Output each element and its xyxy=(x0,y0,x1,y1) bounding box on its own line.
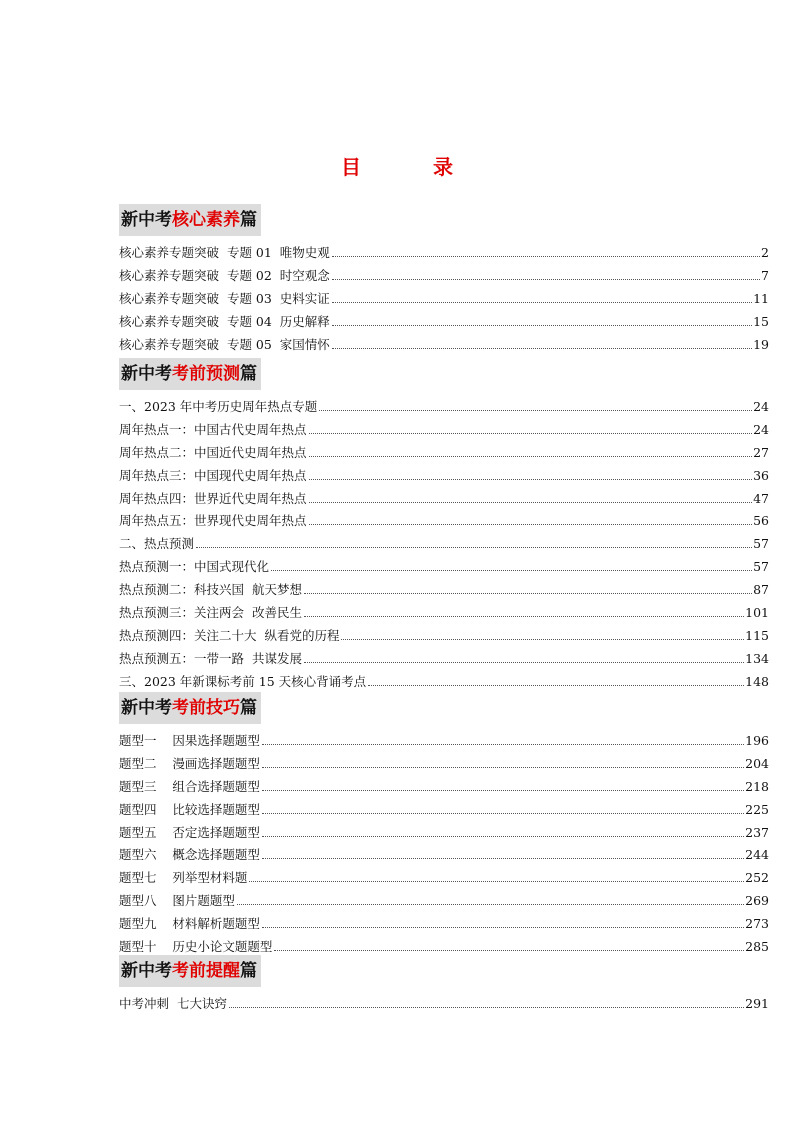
toc-entry[interactable] xyxy=(119,289,769,312)
toc-entry[interactable] xyxy=(119,891,769,914)
toc-entry-label: 题型七 列举型材料题 xyxy=(119,870,248,886)
toc-entry-page: 36 xyxy=(753,467,769,483)
toc-entry-label: 热点预测一：中国式现代化 xyxy=(119,559,270,575)
toc-section-techniques xyxy=(119,692,769,960)
toc-entry[interactable] xyxy=(119,420,769,443)
dot-leader xyxy=(332,301,752,303)
toc-entry[interactable] xyxy=(119,731,769,754)
dot-leader xyxy=(368,684,744,686)
dot-leader xyxy=(262,857,744,859)
toc-entry-label: 周年热点一：中国古代史周年热点 xyxy=(119,421,307,437)
toc-entry-label: 周年热点二：中国近代史周年热点 xyxy=(119,444,307,460)
toc-entry-label: 周年热点四：世界近代史周年热点 xyxy=(119,490,307,506)
toc-entry-page: 196 xyxy=(745,733,769,748)
section-header-suffix: 篇 xyxy=(240,698,257,718)
toc-entry-label: 题型八 图片题题型 xyxy=(119,893,235,909)
dot-leader xyxy=(332,278,760,280)
toc-entry-page: 87 xyxy=(753,582,769,598)
toc-entry[interactable] xyxy=(119,626,769,649)
toc-entry[interactable] xyxy=(119,845,769,868)
dot-leader xyxy=(237,903,744,905)
toc-entry-page: 24 xyxy=(753,421,769,437)
toc-entry-page: 11 xyxy=(753,290,769,306)
toc-entry-page: 56 xyxy=(753,513,769,529)
toc-entry-page: 7 xyxy=(761,267,769,283)
dot-leader xyxy=(309,455,753,457)
section-header-highlight: 考前提醒 xyxy=(172,961,240,981)
dot-leader xyxy=(304,661,744,663)
section-header xyxy=(119,358,261,390)
toc-entry-page: 47 xyxy=(753,490,769,506)
toc-entry-page: 237 xyxy=(745,824,769,840)
toc-entry-page: 57 xyxy=(753,536,769,552)
section-header-suffix: 篇 xyxy=(240,961,257,981)
toc-entry-label: 热点预测二：科技兴国 航天梦想 xyxy=(119,582,302,598)
toc-entry[interactable] xyxy=(119,312,769,335)
dot-leader xyxy=(319,409,752,411)
dot-leader xyxy=(262,743,744,745)
toc-entry-page: 204 xyxy=(745,755,769,771)
dot-leader xyxy=(304,615,744,617)
dot-leader xyxy=(332,347,752,349)
toc-entry[interactable] xyxy=(119,603,769,626)
toc-entry-label: 题型三 组合选择题题型 xyxy=(119,778,260,794)
toc-entry-label: 核心素养专题突破 专题 01 唯物史观 xyxy=(119,245,330,260)
toc-section-core-literacy xyxy=(119,204,769,357)
toc-entry[interactable] xyxy=(119,489,769,512)
toc-entry-page: 218 xyxy=(745,778,769,794)
toc-entry-label: 题型四 比较选择题题型 xyxy=(119,801,260,817)
section-header xyxy=(119,955,261,987)
section-header-prefix: 新中考 xyxy=(121,698,172,718)
dot-leader xyxy=(262,766,744,768)
toc-entry[interactable] xyxy=(119,823,769,846)
toc-entry[interactable] xyxy=(119,534,769,557)
toc-entry-label: 热点预测五：一带一路 共谋发展 xyxy=(119,650,302,666)
toc-entry-label: 题型一 因果选择题题型 xyxy=(119,733,260,748)
toc-entry[interactable] xyxy=(119,243,769,266)
dot-leader xyxy=(309,432,753,434)
dot-leader xyxy=(262,789,744,791)
dot-leader xyxy=(309,501,753,503)
dot-leader xyxy=(271,569,752,571)
toc-entry-label: 核心素养专题突破 专题 05 家国情怀 xyxy=(119,336,330,352)
section-header xyxy=(119,204,261,236)
dot-leader xyxy=(309,478,753,480)
dot-leader xyxy=(309,523,753,525)
toc-entry[interactable] xyxy=(119,335,769,358)
section-header-highlight: 考前技巧 xyxy=(172,698,240,718)
section-header-suffix: 篇 xyxy=(240,364,257,384)
toc-entry-label: 核心素养专题突破 专题 04 历史解释 xyxy=(119,313,330,329)
toc-entry-label: 热点预测四：关注二十大 纵看党的历程 xyxy=(119,627,340,643)
toc-entry[interactable] xyxy=(119,777,769,800)
toc-entry-page: 285 xyxy=(745,939,769,955)
toc-entry[interactable] xyxy=(119,914,769,937)
dot-leader xyxy=(249,880,744,882)
toc-entry-page: 15 xyxy=(753,313,769,329)
dot-leader xyxy=(341,638,744,640)
section-header xyxy=(119,692,261,724)
section-header-prefix: 新中考 xyxy=(121,364,172,384)
toc-entry-label: 三、2023 年新课标考前 15 天核心背诵考点 xyxy=(119,673,367,689)
toc-entry[interactable] xyxy=(119,397,769,420)
toc-entry-page: 2 xyxy=(761,245,769,260)
toc-entry[interactable] xyxy=(119,649,769,672)
section-header-highlight: 核心素养 xyxy=(172,210,240,230)
toc-entry[interactable] xyxy=(119,800,769,823)
toc-entry-label: 周年热点三：中国现代史周年热点 xyxy=(119,467,307,483)
section-header-prefix: 新中考 xyxy=(121,961,172,981)
dot-leader xyxy=(274,949,744,951)
toc-entry[interactable] xyxy=(119,466,769,489)
toc-entry-label: 题型六 概念选择题题型 xyxy=(119,847,260,863)
dot-leader xyxy=(262,835,744,837)
dot-leader xyxy=(332,255,760,257)
toc-entry-page: 19 xyxy=(753,336,769,352)
toc-entry-label: 核心素养专题突破 专题 02 时空观念 xyxy=(119,267,330,283)
toc-section-reminders xyxy=(119,955,769,1017)
dot-leader xyxy=(262,926,744,928)
dot-leader xyxy=(332,324,752,326)
toc-entry-page: 291 xyxy=(745,996,769,1011)
toc-entry-label: 周年热点五：世界现代史周年热点 xyxy=(119,513,307,529)
section-header-suffix: 篇 xyxy=(240,210,257,230)
toc-entry-label: 题型五 否定选择题题型 xyxy=(119,824,260,840)
page-title: 目 录 xyxy=(341,155,479,179)
toc-entry-label: 题型九 材料解析题题型 xyxy=(119,916,260,932)
toc-entry-label: 二、热点预测 xyxy=(119,536,195,552)
toc-entry[interactable] xyxy=(119,557,769,580)
toc-entry[interactable] xyxy=(119,266,769,289)
toc-list xyxy=(119,731,769,960)
dot-leader xyxy=(196,546,752,548)
toc-entry[interactable] xyxy=(119,580,769,603)
section-header-prefix: 新中考 xyxy=(121,210,172,230)
toc-entry-label: 一、2023 年中考历史周年热点专题 xyxy=(119,399,318,414)
toc-entry-page: 27 xyxy=(753,444,769,460)
toc-entry-page: 115 xyxy=(745,627,769,643)
toc-entry-page: 134 xyxy=(745,650,769,666)
toc-entry-label: 核心素养专题突破 专题 03 史料实证 xyxy=(119,290,330,306)
toc-entry-label: 热点预测三：关注两会 改善民生 xyxy=(119,605,302,621)
toc-entry[interactable] xyxy=(119,511,769,534)
toc-entry-page: 244 xyxy=(745,847,769,863)
dot-leader xyxy=(304,592,752,594)
toc-list xyxy=(119,243,769,357)
toc-entry-page: 148 xyxy=(745,673,769,689)
toc-entry-page: 57 xyxy=(753,559,769,575)
toc-entry[interactable] xyxy=(119,994,769,1017)
toc-entry-page: 269 xyxy=(745,893,769,909)
toc-entry[interactable] xyxy=(119,754,769,777)
toc-list xyxy=(119,994,769,1017)
toc-entry-page: 101 xyxy=(745,605,769,621)
toc-entry[interactable] xyxy=(119,868,769,891)
dot-leader xyxy=(262,812,744,814)
toc-entry-page: 252 xyxy=(745,870,769,886)
toc-section-forecast xyxy=(119,358,769,695)
toc-entry-page: 225 xyxy=(745,801,769,817)
section-header-highlight: 考前预测 xyxy=(172,364,240,384)
dot-leader xyxy=(229,1006,744,1008)
toc-entry-page: 24 xyxy=(753,399,769,414)
toc-entry-label: 中考冲刺 七大诀窍 xyxy=(119,996,227,1011)
toc-entry-label: 题型二 漫画选择题题型 xyxy=(119,755,260,771)
toc-entry-label: 题型十 历史小论文题题型 xyxy=(119,939,273,955)
toc-entry-page: 273 xyxy=(745,916,769,932)
toc-entry[interactable] xyxy=(119,443,769,466)
toc-list xyxy=(119,397,769,695)
